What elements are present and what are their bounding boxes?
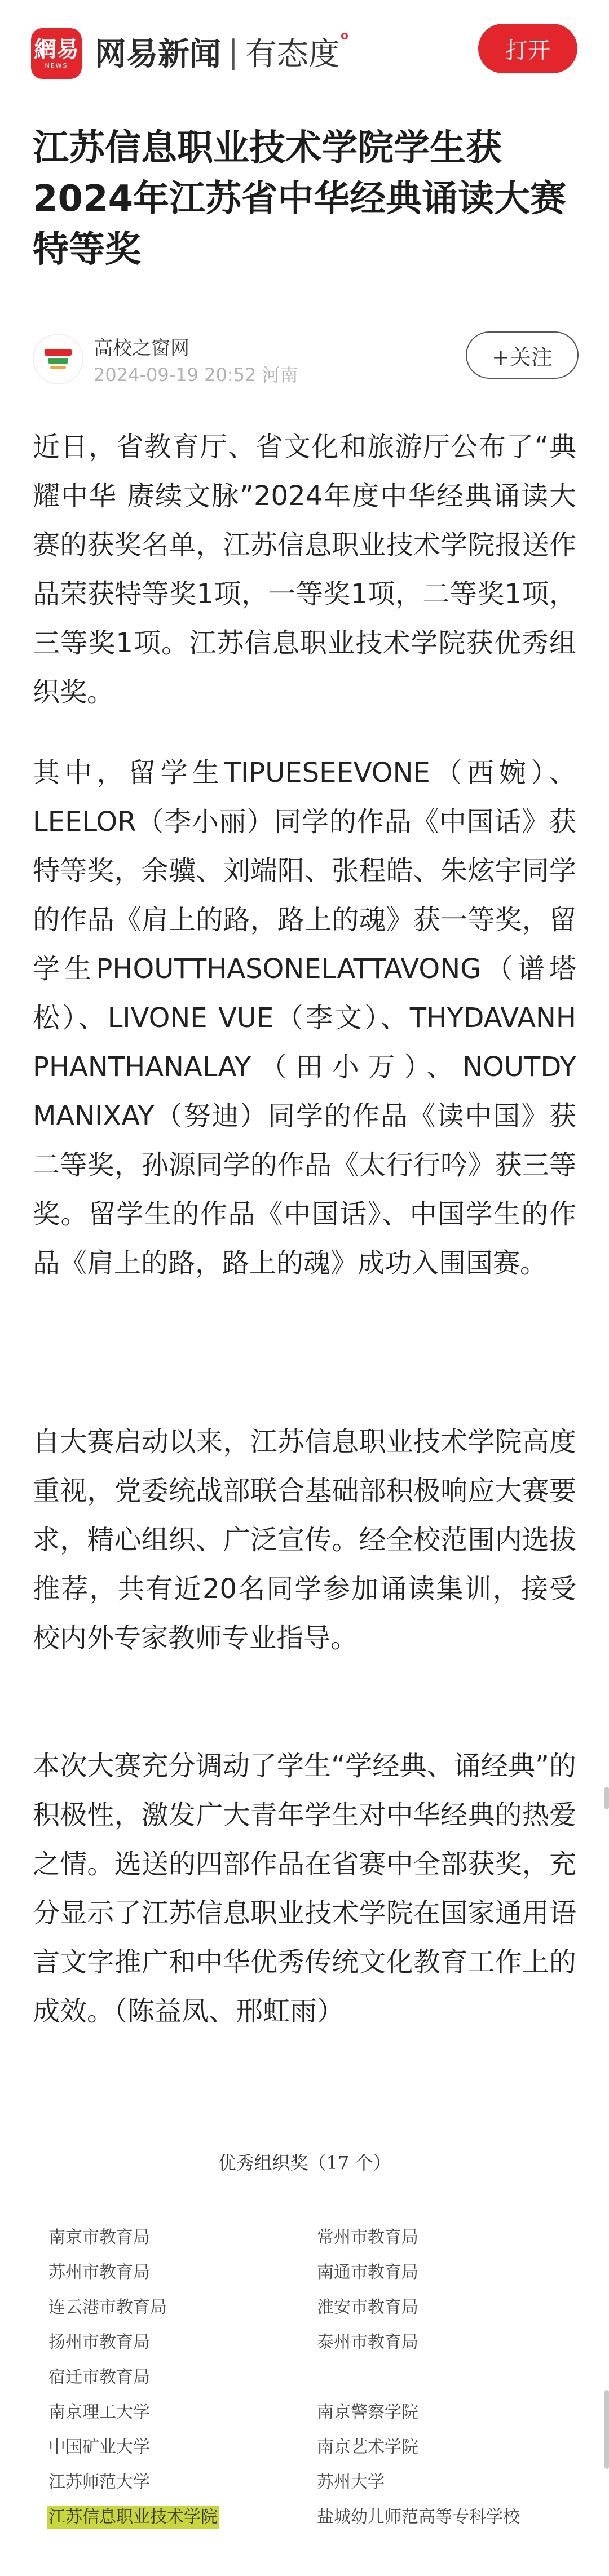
article-paragraph: 近日，省教育厅、省文化和旅游厅公布了“典耀中华 赓续文脉”2024年度中华经典诵读大赛的获奖名单，江苏信息职业技术学院报送作品荣获特等奖1项，一等奖1项，二等奖1项，三等奖1项。江苏信息职业技术学院获优秀组织奖。 xyxy=(33,431,576,708)
author-name[interactable]: 高校之窗网 xyxy=(94,337,189,360)
award-org-highlighted: 江苏信息职业技术学院 xyxy=(47,2506,219,2529)
award-org: 南京理工大学 xyxy=(48,2402,150,2422)
award-org: 中国矿业大学 xyxy=(48,2437,150,2457)
brand xyxy=(95,29,340,74)
article-title: 江苏信息职业技术学院学生获2024年江苏省中华经典诵读大赛特等奖 xyxy=(33,127,567,271)
award-org: 南京警察学院 xyxy=(317,2402,418,2422)
author-meta: 2024-09-19 20:52 河南 xyxy=(94,364,298,386)
article-paragraph: 其中，留学生TIPUESEEVONE（西婉）、LEELOR（李小丽）同学的作品《中国话》获特等奖，余骥、刘端阳、张程皓、朱炫宇同学的作品《肩上的路，路上的魂》获一等奖，留学生PHOUTTHASONELATTAVONG（谱塔松）、LIVONE VUE（李文）、THYDAVANH PHANTHANALAY（田小万）、NOUTDY MANIXAY（努迪）同学的作品《读中国》获二等奖，孙源同学的作品《太行行吟》获三等奖。留学生的作品《中国话》、中国学生的作品《肩上的路，路上的魂》成功入围国赛。 xyxy=(33,757,576,1279)
award-org: 扬州市教育局 xyxy=(48,2332,150,2352)
award-org: 连云港市教育局 xyxy=(48,2298,167,2317)
brand-slogan-text: 有态度 xyxy=(245,36,340,73)
article-paragraph: 自大赛启动以来，江苏信息职业技术学院高度重视，党委统战部联合基础部积极响应大赛要求，精心组织、广泛宣传。经全校范围内选拔推荐，共有近20名同学参加诵读集训，接受校内外专家教师专业指导。 xyxy=(33,1426,576,1654)
brand-name: 网易新闻 xyxy=(95,36,221,73)
netease-logo-icon[interactable] xyxy=(31,28,82,79)
award-org: 宿迁市教育局 xyxy=(48,2367,150,2387)
open-app-button[interactable]: 打开 xyxy=(478,24,577,73)
award-org: 盐城幼儿师范高等专科学校 xyxy=(317,2507,520,2527)
brand-separator: | xyxy=(228,33,239,70)
scrollbar-thumb[interactable] xyxy=(604,2390,609,2469)
author-avatar[interactable] xyxy=(33,334,83,384)
award-org: 苏州市教育局 xyxy=(48,2263,150,2282)
avatar-logo-icon xyxy=(42,347,74,371)
award-table-title: 优秀组织奖（17 个） xyxy=(218,2152,391,2174)
logo-glyph: 網易 xyxy=(34,37,79,63)
brand-slogan xyxy=(245,29,340,74)
award-org: 泰州市教育局 xyxy=(317,2332,418,2352)
award-org: 江苏师范大学 xyxy=(48,2472,150,2492)
follow-button[interactable]: +关注 xyxy=(466,331,579,379)
award-org: 南京艺术学院 xyxy=(317,2437,418,2457)
award-org: 苏州大学 xyxy=(317,2472,385,2492)
award-org: 南京市教育局 xyxy=(48,2228,150,2247)
scrollbar-thumb[interactable] xyxy=(604,1787,609,1809)
top-bar xyxy=(0,0,609,101)
author-row xyxy=(33,331,580,393)
award-org: 常州市教育局 xyxy=(317,2228,418,2247)
award-org: 南通市教育局 xyxy=(317,2263,418,2282)
article-paragraph: 本次大赛充分调动了学生“学经典、诵经典”的积极性，激发广大青年学生对中华经典的热爱之情。选送的四部作品在省赛中全部获奖，充分显示了江苏信息职业技术学院在国家通用语言文字推广和中华优秀传统文化教育工作上的成效。（陈益凤、邢虹雨） xyxy=(33,1750,576,2027)
award-org: 淮安市教育局 xyxy=(317,2298,418,2317)
slogan-dot-icon xyxy=(341,33,348,39)
logo-sub: NEWS xyxy=(45,62,68,69)
